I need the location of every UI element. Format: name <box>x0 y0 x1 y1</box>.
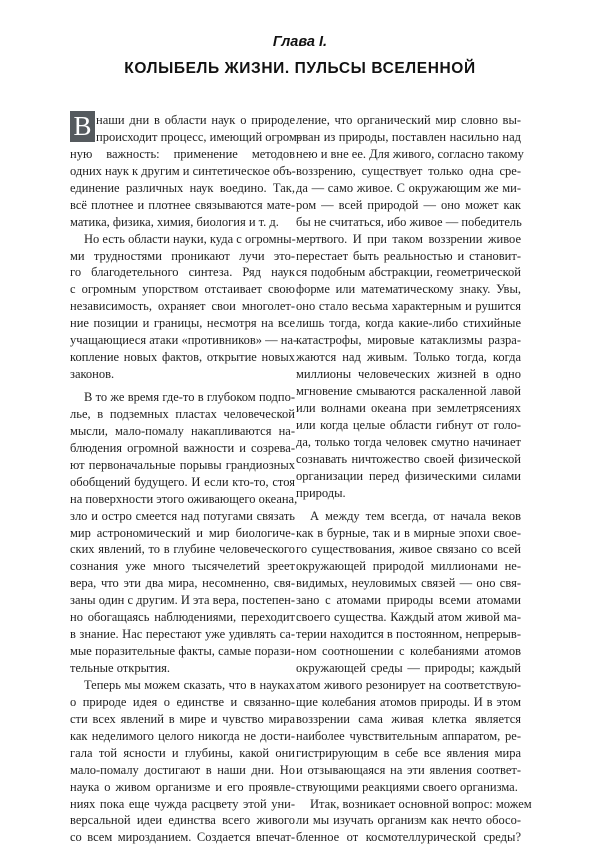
text-line: гистрирующим в себе все явления мира <box>296 745 521 760</box>
text-line: всё плотнее и плотнее связываются мате- <box>70 197 295 212</box>
drop-cap: В <box>70 111 95 142</box>
text-line: природы. <box>296 485 346 500</box>
text-line: заны один с другим. И эта вера, постепен- <box>70 593 295 608</box>
text-line: ниях пока еще чужда расцвету этой уни- <box>70 796 295 811</box>
text-line: Итак, возникает основной вопрос: можем <box>310 796 532 811</box>
text-line: копление новых фактов, открытие новых <box>70 350 295 365</box>
text-line: зано с атомами природы всеми атомами <box>296 593 521 608</box>
text-line: ром — всей природой — оно может как <box>296 197 521 212</box>
text-line: мало-помалу достигают в наши дни. Но <box>70 762 295 777</box>
text-line: рван из природы, поставлен насильно над <box>296 129 521 144</box>
text-line: ление, что органический мир словно вы- <box>296 113 521 127</box>
text-line: сти всех явлений в мире и чувство мира <box>70 711 295 726</box>
text-line: воззрению, существует только одна сре- <box>296 163 521 178</box>
text-line: нею и вне ее. Для живого, согласно такому <box>296 146 524 161</box>
text-line: происходит процесс, имеющий огром- <box>96 129 301 144</box>
text-line: окружающей природой миллионами не- <box>296 559 521 574</box>
text-line: ствующими реакциями своего организма. <box>296 779 518 794</box>
text-line: обобщений будущего. И если кто-то, стоя <box>70 474 295 489</box>
text-line: атом живого резонирует на соответствую- <box>296 677 521 692</box>
text-line: Но есть области науки, куда с огромны- <box>84 231 296 246</box>
text-line: да, только тогда человек смутно начинает <box>296 434 521 449</box>
text-line: и отзывающаяся на эти явления соответ- <box>296 762 521 777</box>
text-line: катастрофы, мировые катаклизмы разра- <box>296 333 521 348</box>
text-line: го благодетельного синтеза. Ряд наук <box>70 265 295 280</box>
text-line: мертвого. И при таком воззрении живое <box>296 231 521 246</box>
text-line: матика, физика, химия, биология и т. д. <box>70 214 279 229</box>
text-line: версальной идеи единства всего живого <box>70 813 295 828</box>
text-line: своего существа. Каждый атом живой ма- <box>296 610 521 625</box>
text-line: как неделимого целого никогда не дости- <box>70 728 295 743</box>
text-line: гала той ясности и глубины, какой они <box>70 745 295 760</box>
text-line: видимых, неуловимых связей — оно свя- <box>296 576 521 591</box>
text-line: да — само живое. С окружающим же ми- <box>296 180 521 195</box>
text-line: на поверхности этого оживающего океана, <box>70 491 298 506</box>
text-line: терии находится в постоянном, непрерыв- <box>296 627 521 642</box>
text-line: бы не считаться, ибо живое — победитель <box>296 214 522 229</box>
text-line: воззрении сама живая клетка является <box>296 711 521 726</box>
text-line: блюдения огромной важности и созрева- <box>70 440 295 455</box>
text-line: окружающей среды — природы; каждый <box>296 661 521 675</box>
text-line: лье, в подземных пластах человеческой <box>70 406 295 421</box>
text-line: наиболее чувствительным аппаратом, ре- <box>296 728 521 743</box>
text-line: Теперь мы можем сказать, что в науках <box>84 677 295 692</box>
text-line: А между тем всегда, от начала веков <box>310 508 521 523</box>
text-line: зло и остро смеется над потугами связать <box>70 508 295 523</box>
text-line: но обогащаясь наблюдениями, переходит <box>70 610 295 625</box>
text-line: В то же время где-то в глубоком подпо- <box>84 390 295 404</box>
text-line: в знание. Нас перестают уже удивлять са- <box>70 627 295 642</box>
text-line: организации перед физическими силами <box>296 468 521 483</box>
text-line: миллионы человеческих жизней в одно <box>296 367 521 382</box>
chapter-title: КОЛЫБЕЛЬ ЖИЗНИ. ПУЛЬСЫ ВСЕЛЕННОЙ <box>124 60 476 77</box>
text-line: мир астрономический и мир биологиче- <box>70 525 295 540</box>
text-line: ских явлений, то в глубине человеческого <box>70 542 295 557</box>
text-line: или волнами океана при землетрясениях <box>296 400 521 415</box>
text-line: о природе идея о единстве и связанно- <box>70 694 295 709</box>
text-line: оно стало весьма характерным и рушится <box>296 299 521 314</box>
text-line: учащающиеся атаки «противников» — на- <box>70 333 298 348</box>
text-column-right <box>296 112 532 846</box>
text-line: сознания уже много тысячелетий зреет <box>70 559 295 574</box>
text-line: ли мы изучать организм как нечто обосо- <box>296 813 521 828</box>
text-line: мгновение смываются раскаленной лавой <box>296 384 521 398</box>
text-line: сознавать ничтожество своей физической <box>296 451 521 466</box>
text-line: бленное от космотеллурической среды? <box>296 830 521 845</box>
text-line: законов. <box>70 367 115 382</box>
text-line: ся подобным абстракции, геометрической <box>296 265 521 280</box>
text-line: мысли, мало-помалу накапливаются на- <box>70 423 295 438</box>
text-line: ную важность: применение методов <box>70 146 295 161</box>
text-line: форме или математическому знаку. Увы, <box>296 282 521 297</box>
text-line: наши дни в области наук о природе <box>96 113 295 127</box>
text-line: со всем мирозданием. Создается впечат- <box>70 830 295 845</box>
text-line: лишь тогда, когда какие-либо стихийные <box>296 316 521 331</box>
text-line: или когда целые области гибнут от голо- <box>296 417 521 432</box>
text-line: ми трудностями проникают лучи это- <box>70 248 295 263</box>
text-line: с огромным упорством отстаивает свою <box>70 282 295 297</box>
text-line: одних наук к другим и синтетическое объ- <box>70 163 296 178</box>
text-line: го существования, живое связано со всей <box>296 542 521 557</box>
text-line: ние позиции и границы, несмотря на все <box>70 316 295 331</box>
text-line: щие колебания атомов природы. И в этом <box>296 694 521 709</box>
text-line: наука о живом организме и его проявле- <box>70 779 295 794</box>
text-line: вера, что эти два мира, несомненно, свя- <box>70 576 295 591</box>
text-line: ном соотношении с колебаниями атомов <box>296 644 521 659</box>
text-column-left <box>70 112 301 846</box>
text-line: перестает быть реальностью и становит- <box>296 248 521 263</box>
chapter-label: Глава I. <box>272 34 328 50</box>
text-line: ют первоначальные порывы грандиозных <box>70 457 295 472</box>
text-line: жаются над живым. Только тогда, когда <box>296 350 521 365</box>
text-line: независимость, охраняет свои многолет- <box>70 299 295 314</box>
text-line: единение различных наук воедино. Так, <box>70 180 295 195</box>
text-line: тельные открытия. <box>70 661 171 675</box>
text-line: как в бурные, так и в мирные эпохи свое- <box>296 525 521 540</box>
text-line: мые поразительные факты, самые порази- <box>70 644 295 659</box>
